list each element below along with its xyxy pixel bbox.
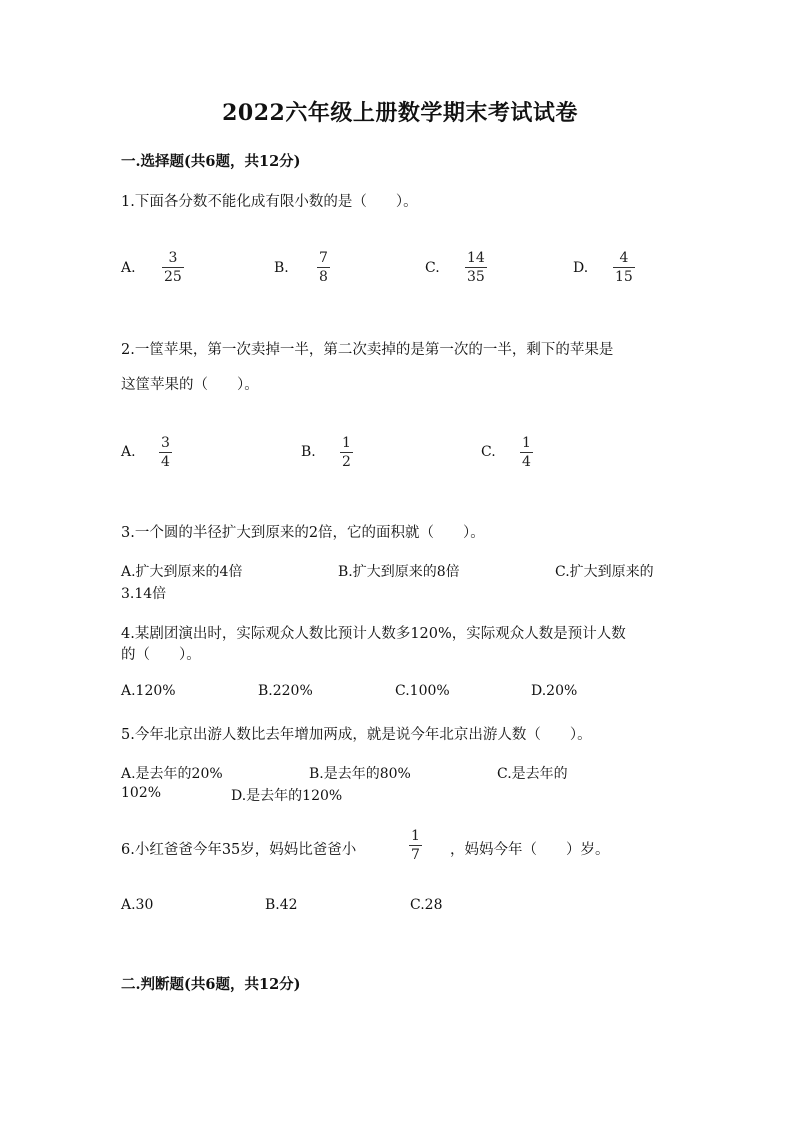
q1-option-c-fraction [465,250,487,285]
fraction-denominator: 25 [164,269,182,285]
fraction-numerator: 3 [161,435,170,451]
question-4-stem-line1: 4.某剧团演出时，实际观众人数比预计人数多120%，实际观众人数是预计人数 [121,626,626,642]
q2-option-a-label: A. [121,444,136,460]
q3-option-c-wrap: 3.14倍 [121,586,167,602]
question-6-stem-before: 6.小红爸爸今年35岁，妈妈比爸爸小 [121,842,357,858]
question-2-stem-line2: 这筐苹果的（ ）。 [121,377,259,393]
fraction-numerator: 1 [342,435,351,451]
fraction-numerator: 14 [467,250,485,266]
q5-option-c: C.是去年的 [497,766,568,782]
question-4-stem-line2: 的（ ）。 [121,647,201,663]
fraction-denominator: 4 [522,454,531,470]
q5-option-c-wrap: 102% [121,785,162,801]
fraction-denominator: 7 [411,847,420,863]
question-3-stem: 3.一个圆的半径扩大到原来的2倍，它的面积就（ ）。 [121,525,485,541]
q5-option-a: A.是去年的20% [121,766,223,782]
fraction-denominator: 15 [615,269,633,285]
fraction-numerator: 1 [522,435,531,451]
section-heading-judgement: 二.判断题(共6题，共12分) [121,976,301,993]
q1-option-c-label: C. [425,260,440,276]
q1-option-b-fraction [317,250,330,285]
q6-option-c: C.28 [410,897,443,913]
question-1-stem: 1.下面各分数不能化成有限小数的是（ ）。 [121,194,418,210]
q3-option-a: A.扩大到原来的4倍 [121,564,243,580]
q4-option-d: D.20% [531,683,578,699]
fraction-denominator: 8 [319,269,328,285]
question-2-stem-line1: 2.一筐苹果，第一次卖掉一半，第二次卖掉的是第一次的一半，剩下的苹果是 [121,342,614,358]
q2-option-c-label: C. [481,444,496,460]
fraction-denominator: 4 [161,454,170,470]
q6-option-a: A.30 [121,897,154,913]
fraction-numerator: 3 [168,250,178,266]
q5-option-b: B.是去年的80% [309,766,411,782]
q1-option-a-fraction [162,250,184,285]
fraction-numerator: 4 [619,250,629,266]
q6-stem-fraction [409,828,422,863]
q3-option-c: C.扩大到原来的 [555,564,654,580]
question-6-stem-after: ，妈妈今年（ ）岁。 [450,842,610,858]
q2-option-b-label: B. [301,444,316,460]
q1-option-d-fraction [613,250,635,285]
q4-option-b: B.220% [258,683,313,699]
q1-option-a-label: A. [121,260,136,276]
q5-option-d: D.是去年的120% [231,788,343,804]
q3-option-b: B.扩大到原来的8倍 [338,564,460,580]
fraction-numerator: 1 [411,828,420,844]
q4-option-c: C.100% [395,683,450,699]
q4-option-a: A.120% [121,683,176,699]
q1-option-d-label: D. [573,260,589,276]
fraction-denominator: 35 [467,269,485,285]
q1-option-b-label: B. [274,260,289,276]
page-title: 2022六年级上册数学期末考试试卷 [222,100,578,126]
question-5-stem: 5.今年北京出游人数比去年增加两成，就是说今年北京出游人数（ ）。 [121,727,592,743]
q2-option-b-fraction [340,435,353,470]
fraction-denominator: 2 [342,454,351,470]
q6-option-b: B.42 [265,897,298,913]
section-heading-choice: 一.选择题(共6题，共12分) [121,153,301,170]
fraction-numerator: 7 [319,250,328,266]
q2-option-c-fraction [520,435,533,470]
q2-option-a-fraction [159,435,172,470]
